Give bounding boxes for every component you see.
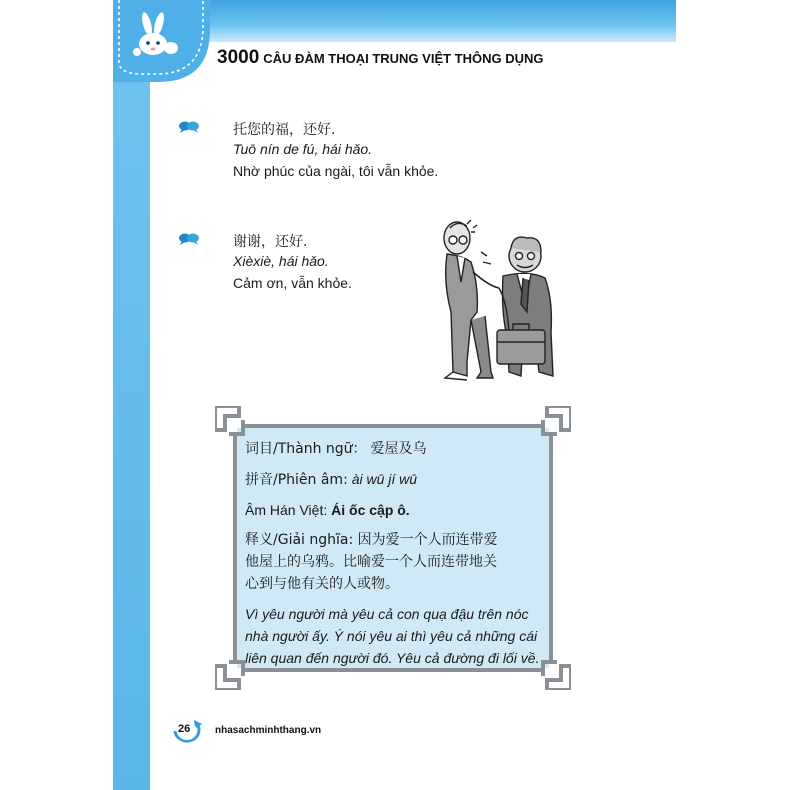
idiom-box [245, 437, 563, 677]
dialog-1 [233, 119, 438, 185]
dialog-2-chinese: 谢谢，还好. [233, 234, 308, 250]
dialog-1-vietnamese: Nhờ phúc của ngài, tôi vẫn khỏe. [233, 163, 439, 179]
idiom-hanviet-label: Âm Hán Việt: [245, 502, 328, 518]
idiom-vietnamese-explanation [245, 603, 563, 669]
idiom-meaning-line-2: 他屋上的乌鸦。比喻爱一个人而连带地关 [245, 554, 497, 570]
page-number-badge-icon [172, 718, 204, 744]
idiom-entry-value: 爱屋及乌 [370, 441, 427, 457]
idiom-hanviet-value: Ái ốc cập ô. [331, 502, 410, 518]
idiom-hanviet-row [245, 499, 563, 521]
idiom-pinyin-value: ài wū jí wū [351, 471, 418, 487]
idiom-pinyin-label: 拼音/Phiên âm: [245, 472, 348, 488]
book-title-number: 3000 [217, 47, 260, 68]
idiom-viet-line-3: liên quan đến người đó. Yêu cả đường đi lối về. [245, 650, 540, 666]
speech-bubbles-icon [178, 120, 200, 134]
bunny-mascot-icon [113, 0, 210, 82]
idiom-entry-row [245, 437, 563, 460]
book-title-text: CÂU ĐÀM THOẠI TRUNG VIỆT THÔNG DỤNG [263, 51, 544, 66]
dialog-2-vietnamese: Cảm ơn, vẫn khỏe. [233, 275, 352, 291]
idiom-pinyin-row [245, 468, 563, 491]
idiom-viet-line-1: Vì yêu người mà yêu cả con quạ đậu trên nóc [245, 606, 529, 622]
idiom-meaning-label: 释义/Giải nghĩa: [245, 532, 354, 548]
website-text: nhasachminhthang.vn [215, 725, 322, 736]
idiom-viet-line-2: nhà người ấy. Ý nói yêu ai thì yêu cả những cái [245, 628, 538, 644]
two-men-greeting-illustration [437, 212, 555, 384]
idiom-entry-label: 词目/Thành ngữ： [245, 441, 367, 457]
dialog-1-chinese: 托您的福，还好. [233, 122, 336, 138]
idiom-meaning-row [245, 529, 563, 595]
page-number: 26 [178, 723, 191, 735]
dialog-2-pinyin: Xièxiè, hái hǎo. [233, 253, 329, 269]
idiom-meaning-line-1: 因为爱一个人而连带爱 [357, 532, 498, 548]
dialog-2 [233, 231, 352, 297]
speech-bubbles-icon [178, 232, 200, 246]
book-title [217, 47, 544, 69]
dialog-1-pinyin: Tuō nín de fú, hái hǎo. [233, 141, 373, 157]
left-blue-sidebar [113, 0, 150, 790]
idiom-meaning-line-3: 心到与他有关的人或物。 [245, 576, 399, 592]
